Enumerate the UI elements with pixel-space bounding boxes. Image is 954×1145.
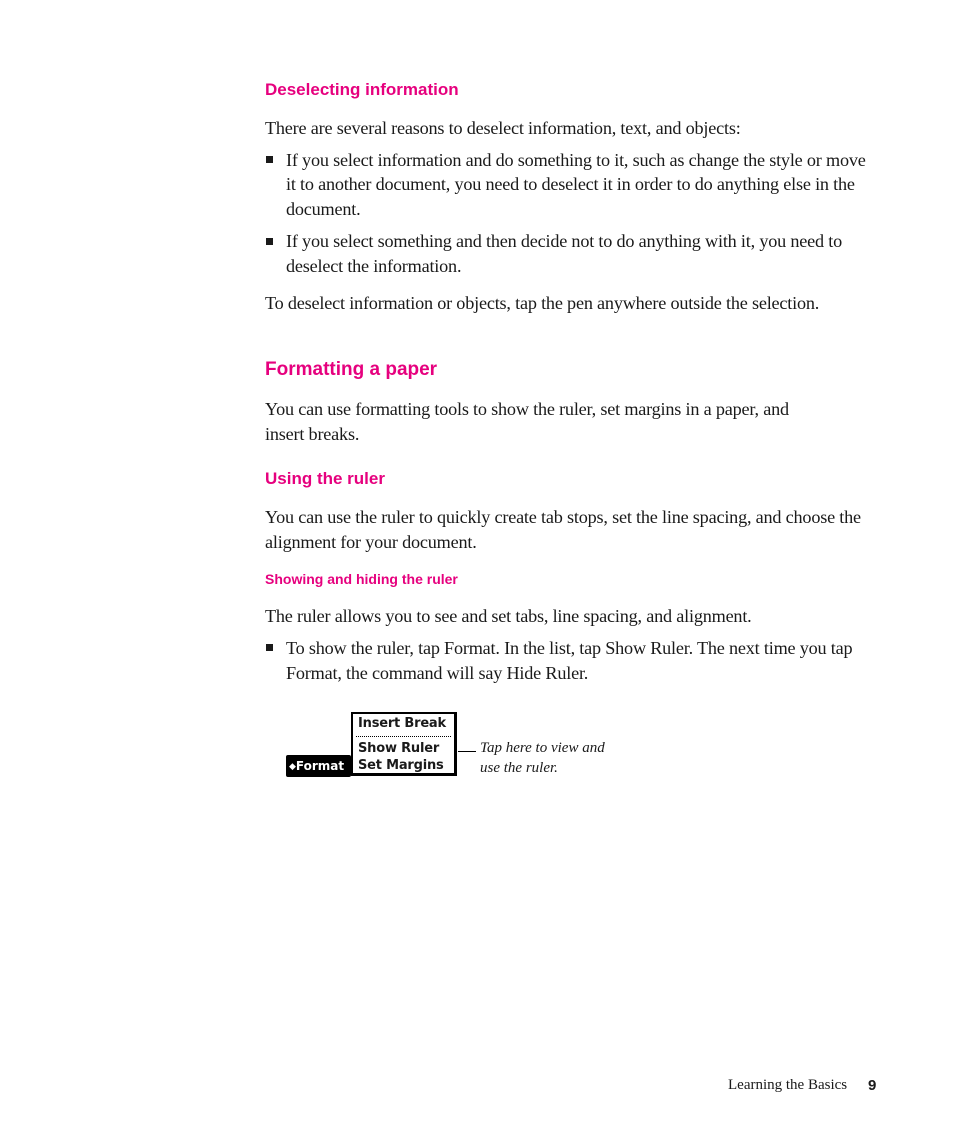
heading-formatting: Formatting a paper [265, 359, 438, 380]
diamond-arrow-icon: ◆ [289, 762, 296, 772]
ruler-para-line-2: alignment for your document. [265, 532, 477, 552]
bullet-icon [266, 238, 273, 245]
menu-separator [356, 736, 451, 737]
format-menu [351, 712, 457, 776]
heading-showing-hiding: Showing and hiding the ruler [265, 571, 458, 587]
callout-leader-line [458, 751, 476, 752]
bullet-1-line-1: If you select information and do something to it, such as change the style or move [286, 150, 866, 170]
heading-using-ruler: Using the ruler [265, 469, 385, 488]
page-number: 9 [868, 1077, 877, 1094]
ruler-para-line-1: You can use the ruler to quickly create tab stops, set the line spacing, and choose the [265, 507, 861, 527]
figure-caption-line-1: Tap here to view and [480, 740, 605, 756]
menu-item-show-ruler[interactable]: Show Ruler [358, 741, 440, 756]
formatting-intro-line-1: You can use formatting tools to show the ruler, set margins in a paper, and [265, 399, 789, 419]
showing-bullet-line-2: Format, the command will say Hide Ruler. [286, 663, 589, 683]
deselecting-outro: To deselect information or objects, tap the pen anywhere outside the selection. [265, 293, 820, 313]
format-button[interactable] [286, 755, 351, 777]
menu-item-set-margins[interactable]: Set Margins [358, 758, 444, 773]
bullet-2-line-2: deselect the information. [286, 256, 462, 276]
format-button-label: Format [295, 759, 345, 773]
heading-deselecting: Deselecting information [265, 80, 459, 99]
bullet-icon [266, 156, 273, 163]
bullet-1-line-2: it to another document, you need to deselect it in order to do anything else in the [286, 174, 855, 194]
deselecting-intro: There are several reasons to deselect information, text, and objects: [265, 118, 741, 138]
bullet-2-line-1: If you select something and then decide not to do anything with it, you need to [286, 231, 842, 251]
footer-chapter-title: Learning the Basics [728, 1077, 848, 1093]
bullet-1-line-3: document. [286, 199, 361, 219]
showing-intro: The ruler allows you to see and set tabs, line spacing, and alignment. [265, 606, 752, 626]
bullet-icon [266, 644, 273, 651]
formatting-intro-line-2: insert breaks. [265, 424, 360, 444]
showing-bullet-line-1: To show the ruler, tap Format. In the list, tap Show Ruler. The next time you tap [286, 638, 853, 658]
figure-caption-line-2: use the ruler. [480, 760, 558, 776]
menu-item-insert-break[interactable]: Insert Break [358, 716, 446, 731]
